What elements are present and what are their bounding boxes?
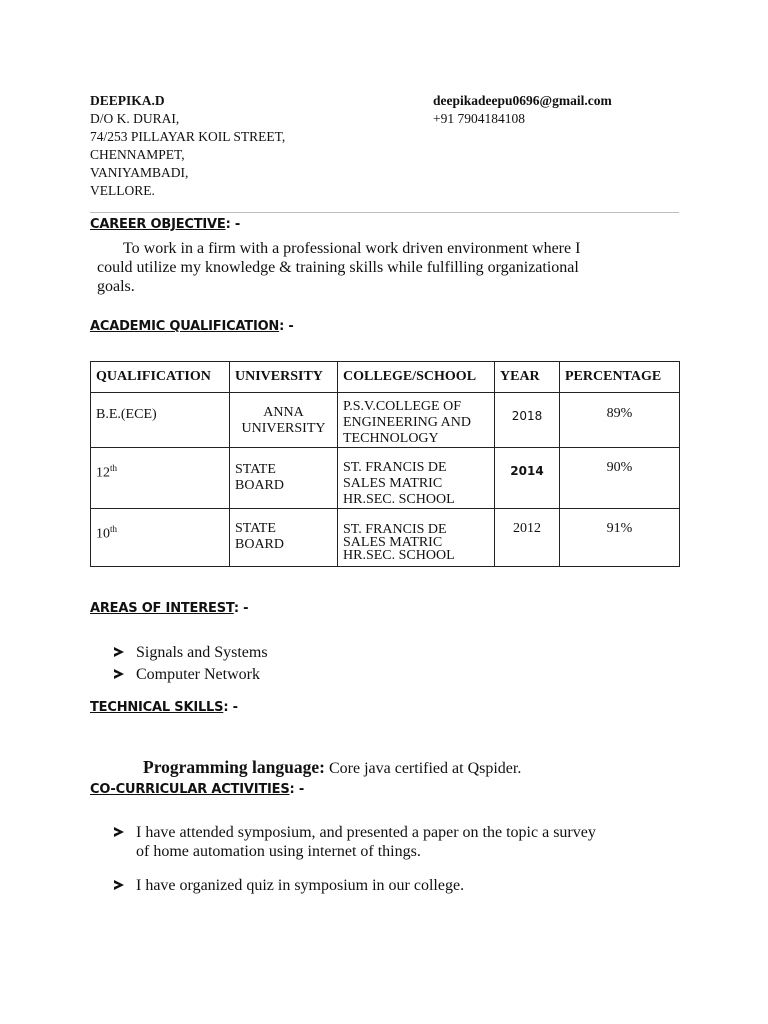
phone: +91 7904184108 [433,111,525,126]
address-line: CHENNAMPET, [90,147,185,162]
section-heading-interests: AREAS OF INTEREST: - [90,601,249,616]
column-header: COLLEGE/SCHOOL [338,362,495,393]
table-row [91,448,680,509]
college-cell: ST. FRANCIS DE SALES MATRIC HR.SEC. SCHOOL [338,448,495,509]
skill-value: Core java certified at Qspider. [324,760,522,777]
career-objective-text: To work in a firm with a professional work driven environment where I could utilize my knowledge & training skills while fulfilling organizational goals. [97,240,581,295]
arrow-bullet-icon [114,669,124,679]
list-item: I have attended symposium, and presented a paper on the topic a survey of home automation using internet of things. [114,823,596,861]
percentage-cell: 89% [560,393,680,448]
contact-info [433,92,612,128]
percentage-cell: 91% [560,509,680,567]
table-row [91,509,680,567]
year-cell: 2018 [495,393,560,448]
college-cell: P.S.V.COLLEGE OF ENGINEERING AND TECHNOLOGY [338,393,495,448]
list-item: I have organized quiz in symposium in our college. [114,876,464,895]
divider [90,212,679,213]
section-heading-cocurricular: CO-CURRICULAR ACTIVITIES: - [90,782,305,797]
qualification-cell: B.E.(ECE) [91,393,230,448]
table-row [91,393,680,448]
university-cell: ANNA UNIVERSITY [230,393,338,448]
column-header: UNIVERSITY [230,362,338,393]
contact-block [90,92,285,200]
university-cell: STATE BOARD [230,448,338,509]
skill-label: Programming language: [143,757,325,777]
college-cell: ST. FRANCIS DE SALES MATRIC HR.SEC. SCHOOL [338,509,495,567]
list-item: Signals and Systems [114,643,268,662]
address-line: D/O K. DURAI, [90,111,180,126]
address-line: VELLORE. [90,183,155,198]
cocurricular-list [114,823,694,898]
year-cell: 2014 [495,448,560,509]
address-line: 74/253 PILLAYAR KOIL STREET, [90,129,286,144]
column-header: PERCENTAGE [560,362,680,393]
section-heading-career-objective: CAREER OBJECTIVE: - [90,217,241,232]
interests-list [114,643,514,687]
candidate-name: DEEPIKA.D [90,93,165,108]
arrow-bullet-icon [114,827,124,837]
section-heading-technical: TECHNICAL SKILLS: - [90,700,238,715]
percentage-cell: 90% [560,448,680,509]
column-header: QUALIFICATION [91,362,230,393]
qualification-cell: 12th [91,448,230,509]
year-cell: 2012 [495,509,560,567]
address-line: VANIYAMBADI, [90,165,189,180]
section-heading-academic: ACADEMIC QUALIFICATION: - [90,319,294,334]
column-header: YEAR [495,362,560,393]
qualification-cell: 10th [91,509,230,567]
qualification-table [90,361,680,567]
university-cell: STATE BOARD [230,509,338,567]
list-item: Computer Network [114,665,260,684]
arrow-bullet-icon [114,880,124,890]
arrow-bullet-icon [114,647,124,657]
table-header-row [91,362,680,393]
email: deepikadeepu0696@gmail.com [433,93,612,108]
technical-skill-line [135,739,521,778]
